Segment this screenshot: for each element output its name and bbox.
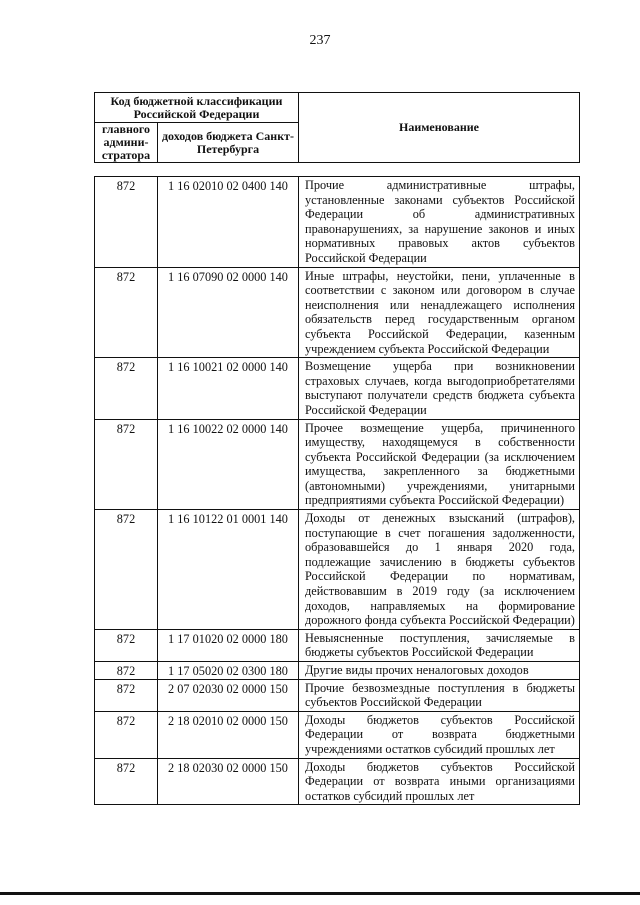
income-name-cell: Прочее возмещение ущерба, причиненного имуществу, находящемуся в собственности субъекта Российской Федерации (за исключением имущества, закрепленного за бюджетными (автономными) учреждениями, унитарными предприятиями субъекта Российской Федерации) xyxy=(299,419,580,510)
income-code-cell: 1 16 02010 02 0400 140 xyxy=(158,177,299,268)
income-code-cell: 2 07 02030 02 0000 150 xyxy=(158,679,299,711)
income-code-cell: 1 16 07090 02 0000 140 xyxy=(158,267,299,358)
budget-codes-table xyxy=(94,176,580,805)
income-name-cell: Невыясненные поступления, зачисляемые в бюджеты субъектов Российской Федерации xyxy=(299,629,580,661)
table-row xyxy=(95,267,580,358)
administrator-code-cell: 872 xyxy=(95,629,158,661)
table-row xyxy=(95,711,580,758)
income-code-cell: 1 17 01020 02 0000 180 xyxy=(158,629,299,661)
administrator-code-cell: 872 xyxy=(95,711,158,758)
income-name-cell: Прочие безвозмездные поступления в бюджеты субъектов Российской Федерации xyxy=(299,679,580,711)
income-name-cell: Другие виды прочих неналоговых доходов xyxy=(299,662,580,680)
income-name-cell: Доходы бюджетов субъектов Российской Федерации от возврата иными организациями остатков субсидий прошлых лет xyxy=(299,758,580,805)
table-body xyxy=(95,177,580,805)
administrator-code-cell: 872 xyxy=(95,267,158,358)
income-code-cell: 1 16 10021 02 0000 140 xyxy=(158,358,299,419)
table-row xyxy=(95,662,580,680)
administrator-code-cell: 872 xyxy=(95,679,158,711)
header-main-administrator: главного админи-стратора xyxy=(95,123,158,163)
page-number: 237 xyxy=(309,33,331,48)
table-row xyxy=(95,358,580,419)
administrator-code-cell: 872 xyxy=(95,177,158,268)
administrator-code-cell: 872 xyxy=(95,662,158,680)
income-name-cell: Прочие административные штрафы, установленные законами субъектов Российской Федерации об административных правонарушениях, за нарушение законов и иных нормативных правовых актов субъектов Российской Федерации xyxy=(299,177,580,268)
administrator-code-cell: 872 xyxy=(95,758,158,805)
administrator-code-cell: 872 xyxy=(95,510,158,630)
header-classification-code: Код бюджетной классификации Российской Федерации xyxy=(95,93,299,123)
bottom-rule xyxy=(0,892,640,895)
administrator-code-cell: 872 xyxy=(95,358,158,419)
table-row xyxy=(95,629,580,661)
table-row xyxy=(95,679,580,711)
income-code-cell: 1 17 05020 02 0300 180 xyxy=(158,662,299,680)
table-row xyxy=(95,758,580,805)
table-row xyxy=(95,177,580,268)
header-name: Наименование xyxy=(299,93,580,163)
table-row xyxy=(95,419,580,510)
table-row xyxy=(95,510,580,630)
income-code-cell: 2 18 02010 02 0000 150 xyxy=(158,711,299,758)
income-name-cell: Доходы от денежных взысканий (штрафов), поступающие в счет погашения задолженности, образовавшейся до 1 января 2020 года, подлежащие зачислению в бюджеты субъектов Российской Федерации по нормативам, действовавшим в 2019 году (за исключением доходов, направляемых на формирование дорожного фонда субъекта Российской Федерации) xyxy=(299,510,580,630)
income-name-cell: Иные штрафы, неустойки, пени, уплаченные в соответствии с законом или договором в случае неисполнения или ненадлежащего исполнения обязательств перед государственным органом субъекта Российской Федерации, казенным учреждением субъекта Российской Федерации xyxy=(299,267,580,358)
income-name-cell: Возмещение ущерба при возникновении страховых случаев, когда выгодоприобретателями выступают получатели средств бюджета субъекта Российской Федерации xyxy=(299,358,580,419)
administrator-code-cell: 872 xyxy=(95,419,158,510)
table-header xyxy=(94,92,580,163)
income-code-cell: 2 18 02030 02 0000 150 xyxy=(158,758,299,805)
header-budget-income: доходов бюджета Санкт-Петербурга xyxy=(158,123,299,163)
income-code-cell: 1 16 10122 01 0001 140 xyxy=(158,510,299,630)
income-name-cell: Доходы бюджетов субъектов Российской Федерации от возврата бюджетными учреждениями остатков субсидий прошлых лет xyxy=(299,711,580,758)
income-code-cell: 1 16 10022 02 0000 140 xyxy=(158,419,299,510)
